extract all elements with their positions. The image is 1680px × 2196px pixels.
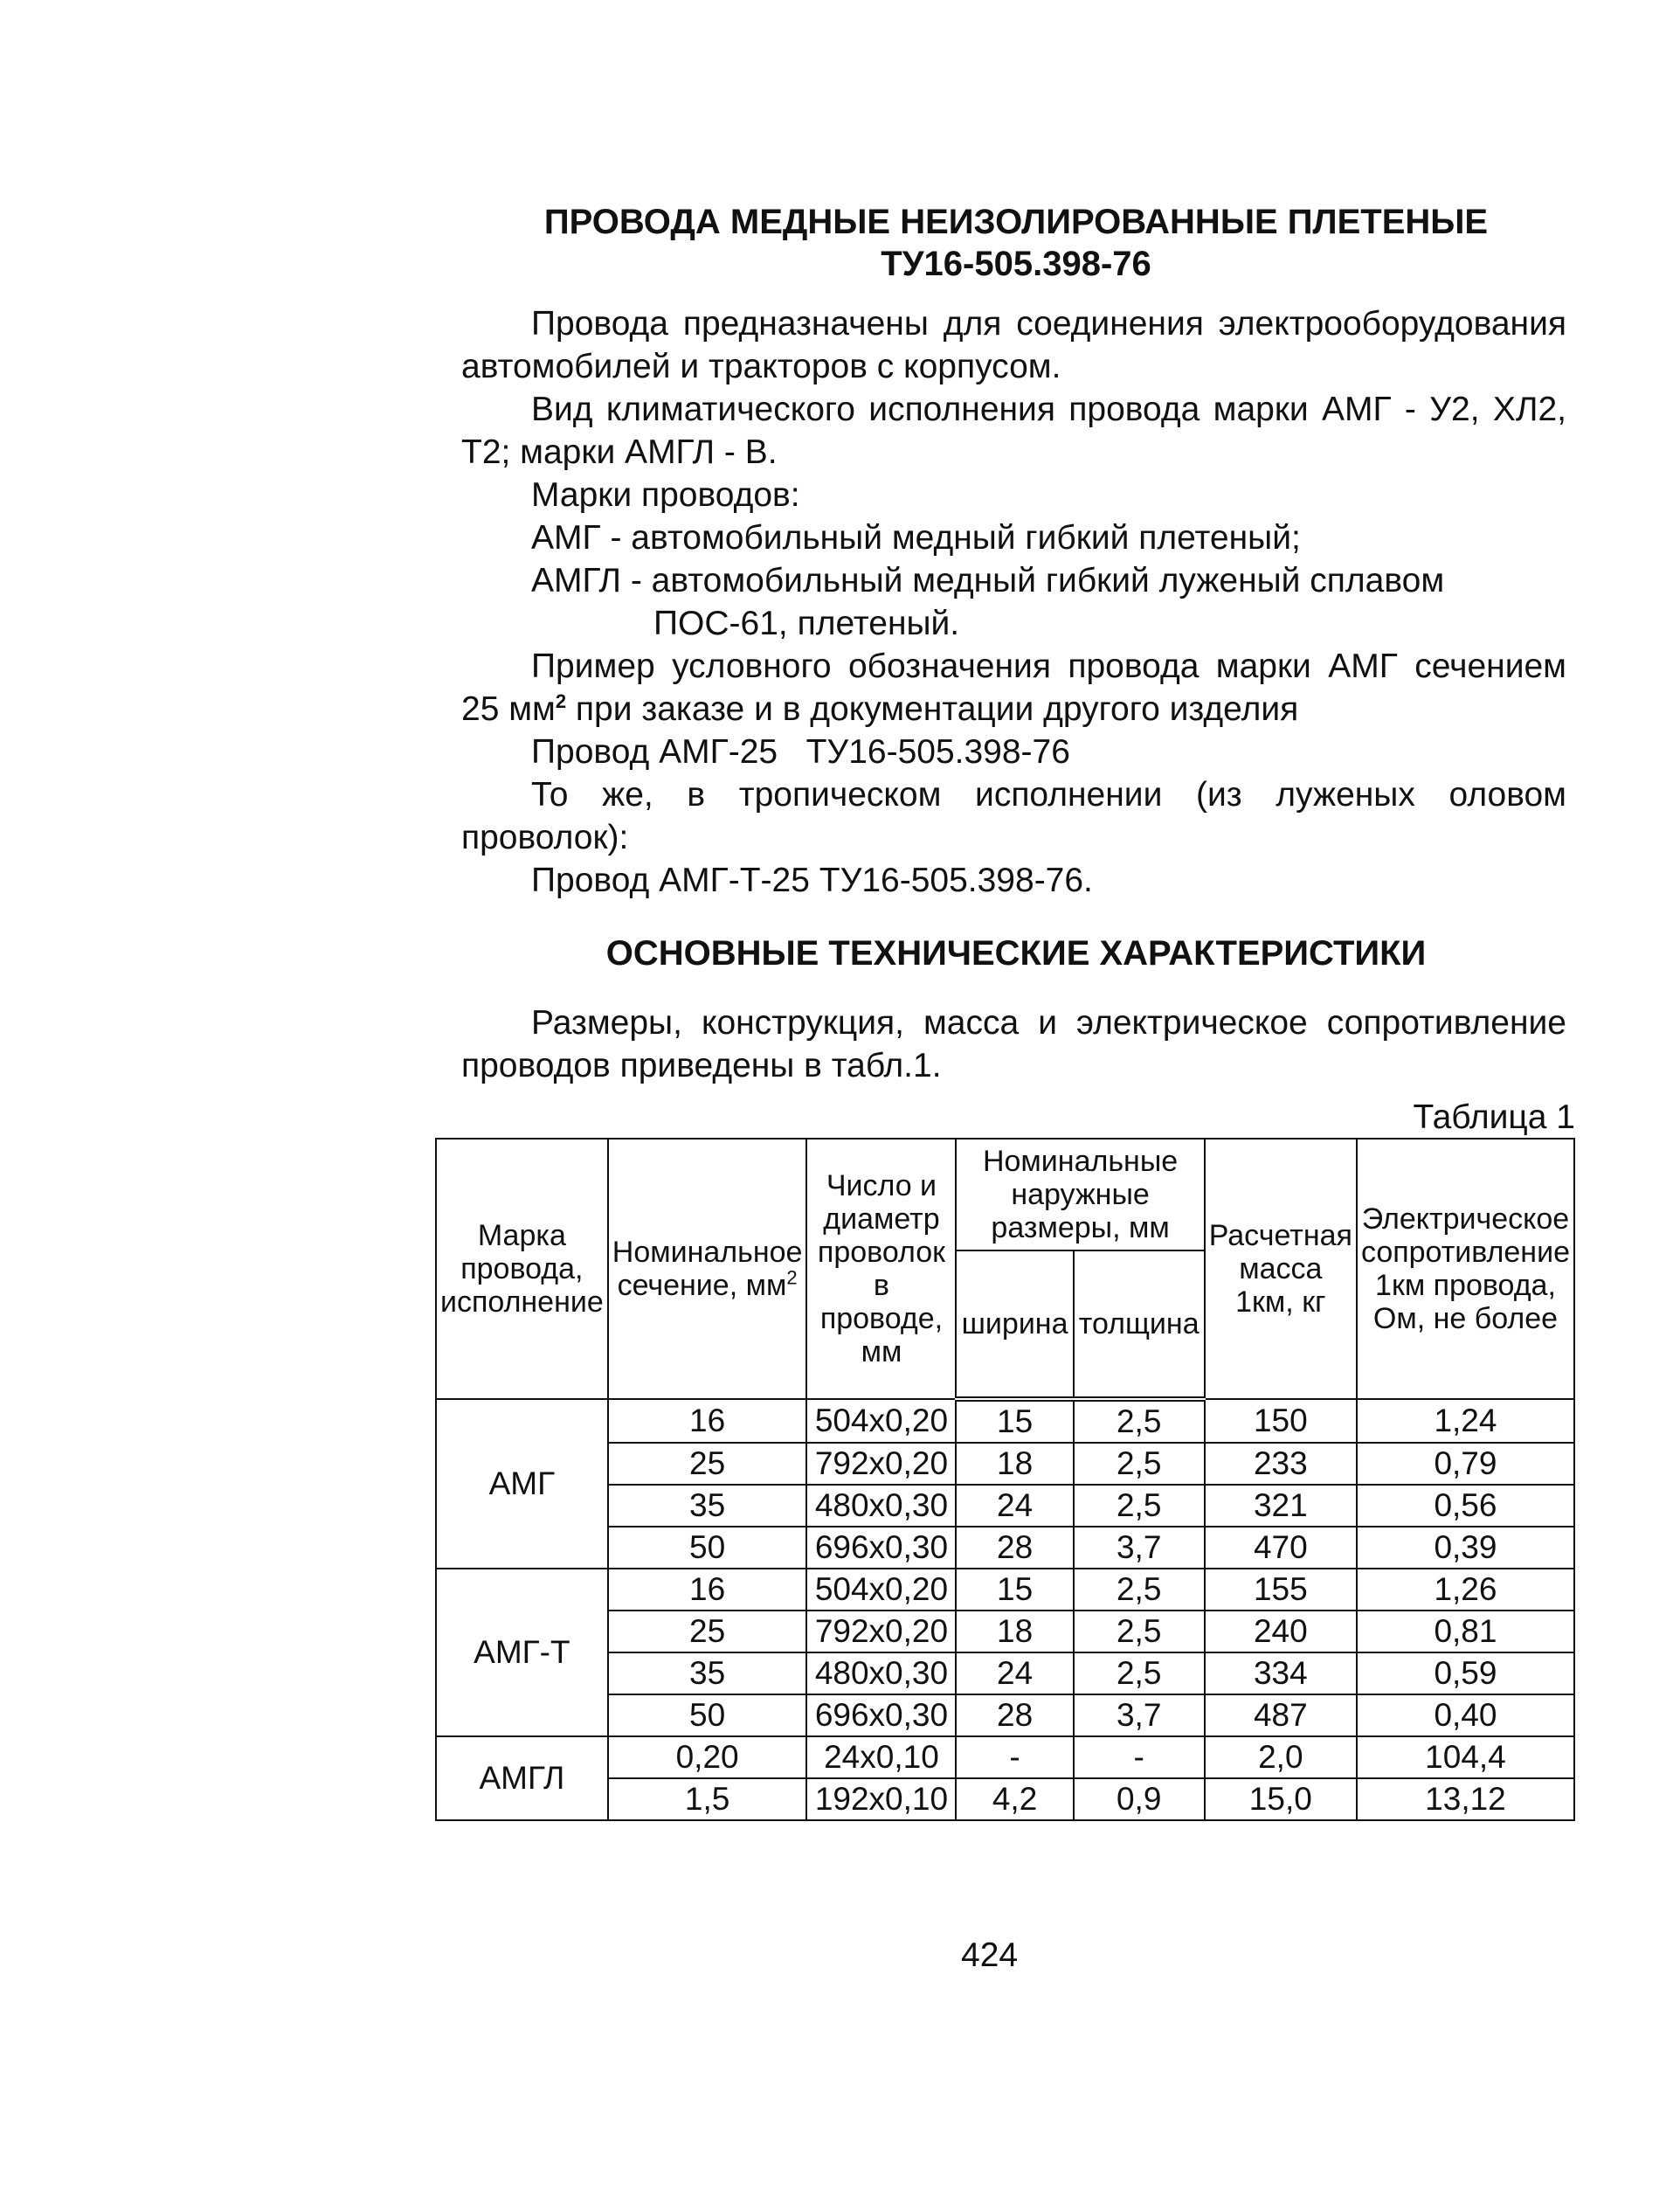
paragraph-marks-heading: Марки проводов: [531,476,800,514]
cell-thickness: - [1074,1736,1205,1778]
title-line-2: ТУ16-505.398-76 [881,245,1151,283]
cell-wires: 480x0,30 [806,1485,956,1527]
header-resistance: Электрическое сопротивление 1км провода, Ом, не более [1357,1139,1574,1399]
cell-resistance: 0,39 [1357,1527,1574,1569]
example-superscript: 2 [555,690,567,712]
cell-wires: 792x0,20 [806,1611,956,1652]
cell-section: 0,20 [608,1736,807,1778]
cell-width: 15 [956,1399,1073,1443]
cell-mass: 470 [1205,1527,1357,1569]
table-body [436,1399,1574,1820]
cell-resistance: 104,4 [1357,1736,1574,1778]
header-wires: Число и диаметр проволок в проводе, мм [806,1139,956,1399]
document-body [461,302,1566,902]
cell-width: 24 [956,1485,1073,1527]
header-section-text: Номинальное сечение, мм [612,1236,803,1302]
cell-thickness: 2,5 [1074,1399,1205,1443]
cell-wires: 792x0,20 [806,1443,956,1485]
section-body [461,1001,1566,1087]
cell-mass: 2,0 [1205,1736,1357,1778]
title-line-1: ПРОВОДА МЕДНЫЕ НЕИЗОЛИРОВАННЫЕ ПЛЕТЕНЫЕ [543,203,1489,241]
cell-mark: АМГ-Т [436,1569,608,1736]
cell-thickness: 2,5 [1074,1569,1205,1611]
cell-resistance: 0,81 [1357,1611,1574,1652]
section-title: ОСНОВНЫЕ ТЕХНИЧЕСКИЕ ХАРАКТЕРИСТИКИ [605,934,1427,973]
cell-thickness: 2,5 [1074,1485,1205,1527]
paragraph-tropical: То же, в тропическом исполнении (из луженых оловом проволок): [461,776,1566,856]
mark-amgl-description-cont: ПОС-61, плетеный. [653,605,960,642]
page-number: 424 [961,1936,1019,1974]
header-section [608,1139,807,1399]
mark-amgl-description: АМГЛ - автомобильный медный гибкий луженый сплавом [531,562,1445,599]
cell-wires: 504x0,20 [806,1569,956,1611]
document-page [440,201,1575,1821]
cell-resistance: 0,56 [1357,1485,1574,1527]
cell-mark: АМГ [436,1399,608,1569]
table-row [436,1736,1574,1778]
cell-width: - [956,1736,1073,1778]
paragraph-purpose: Провода предназначены для соединения электрооборудования автомобилей и тракторов с корпусом. [461,305,1566,385]
cell-mass: 321 [1205,1485,1357,1527]
cell-wires: 24x0,10 [806,1736,956,1778]
cell-wires: 480x0,30 [806,1652,956,1694]
cell-section: 35 [608,1485,807,1527]
cell-mass: 240 [1205,1611,1357,1652]
header-section-sup: 2 [786,1266,798,1289]
cell-section: 50 [608,1694,807,1736]
paragraph-example [461,645,1566,731]
example-text-part2: при заказе и в документации другого изделия [566,690,1299,728]
cell-resistance: 0,59 [1357,1652,1574,1694]
example-text-part1: Пример условного обозначения провода марки АМГ сечением 25 мм [461,648,1566,728]
cell-width: 24 [956,1652,1073,1694]
example-designation: Провод АМГ-25 ТУ16-505.398-76 [531,733,1070,771]
cell-width: 18 [956,1443,1073,1485]
spec-table [435,1138,1575,1821]
cell-mark: АМГЛ [436,1736,608,1820]
cell-resistance: 13,12 [1357,1778,1574,1820]
cell-width: 28 [956,1694,1073,1736]
cell-width: 18 [956,1611,1073,1652]
table-row [436,1569,1574,1611]
cell-thickness: 2,5 [1074,1652,1205,1694]
cell-thickness: 3,7 [1074,1694,1205,1736]
cell-resistance: 1,24 [1357,1399,1574,1443]
header-width: ширина [956,1250,1073,1399]
cell-section: 35 [608,1652,807,1694]
cell-thickness: 0,9 [1074,1778,1205,1820]
mark-amg-description: АМГ - автомобильный медный гибкий плетеный; [531,519,1301,557]
tropical-designation: Провод АМГ-Т-25 ТУ16-505.398-76. [531,862,1093,899]
cell-section: 25 [608,1443,807,1485]
cell-thickness: 2,5 [1074,1443,1205,1485]
cell-section: 25 [608,1611,807,1652]
cell-resistance: 0,40 [1357,1694,1574,1736]
cell-section: 16 [608,1399,807,1443]
header-dimensions: Номинальные наружные размеры, мм [956,1139,1204,1250]
cell-mass: 487 [1205,1694,1357,1736]
cell-width: 4,2 [956,1778,1073,1820]
cell-wires: 696x0,30 [806,1694,956,1736]
cell-mass: 233 [1205,1443,1357,1485]
cell-mass: 155 [1205,1569,1357,1611]
cell-mass: 150 [1205,1399,1357,1443]
cell-mass: 334 [1205,1652,1357,1694]
header-thickness: толщина [1074,1250,1205,1399]
document-title [514,201,1518,285]
cell-resistance: 1,26 [1357,1569,1574,1611]
cell-thickness: 2,5 [1074,1611,1205,1652]
table-row [436,1399,1574,1443]
cell-mass: 15,0 [1205,1778,1357,1820]
cell-section: 1,5 [608,1778,807,1820]
paragraph-section-text: Размеры, конструкция, масса и электрическое сопротивление проводов приведены в табл.1. [461,1004,1566,1084]
header-mark: Марка провода, исполнение [436,1139,608,1399]
paragraph-climate: Вид климатического исполнения провода марки АМГ - У2, ХЛ2, Т2; марки АМГЛ - В. [461,391,1566,471]
cell-wires: 504x0,20 [806,1399,956,1443]
cell-resistance: 0,79 [1357,1443,1574,1485]
cell-section: 50 [608,1527,807,1569]
cell-wires: 192x0,10 [806,1778,956,1820]
cell-thickness: 3,7 [1074,1527,1205,1569]
table-caption: Таблица 1 [1413,1098,1575,1136]
header-mass: Расчетная масса 1км, кг [1205,1139,1357,1399]
cell-width: 28 [956,1527,1073,1569]
cell-wires: 696x0,30 [806,1527,956,1569]
cell-section: 16 [608,1569,807,1611]
cell-width: 15 [956,1569,1073,1611]
